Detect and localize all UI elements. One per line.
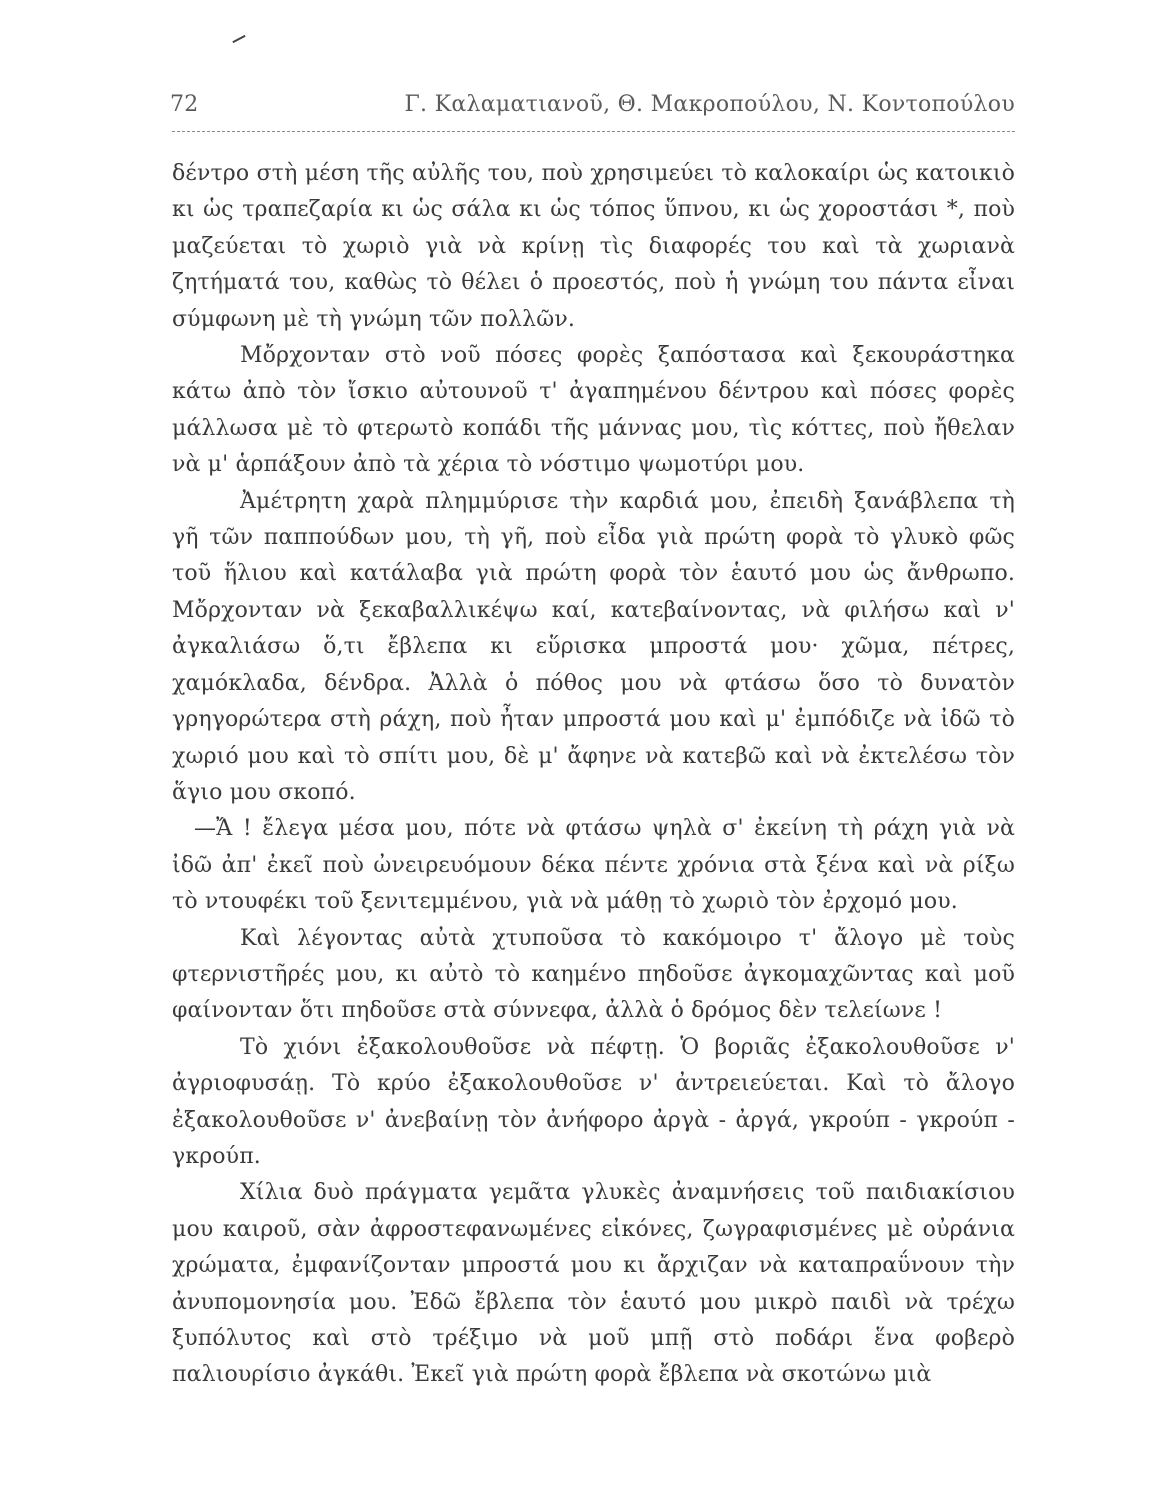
paragraph: Ἀμέτρητη χαρὰ πλημμύρισε τὴν καρδιά μου, ἐπειδὴ ξανάβλεπα τὴ γῆ τῶν παππούδων μου, τὴ γῆ, ποὺ εἶδα γιὰ πρώτη φορὰ τὸ γλυκὸ φῶς τοῦ ἥλιου καὶ κατάλαβα γιὰ πρώτη φορὰ τὸν ἑαυτό μου ὡς ἄνθρωπο. Μὄρχονταν νὰ ξεκαβαλλικέψω καί, κατεβαίνοντας, νὰ φιλήσω καὶ ν' ἀγκαλιάσω ὅ,τι ἔβλεπα κι εὕρισκα μπροστά μου· χῶμα, πέτρες, χαμόκλαδα, δένδρα. Ἀλλὰ ὁ πόθος μου νὰ φτάσω ὅσο τὸ δυνατὸν γρηγορώτερα στὴ ράχη, ποὺ ἦταν μπροστά μου καὶ μ' ἐμπόδιζε νὰ ἰδῶ τὸ χωριό μου καὶ τὸ σπίτι μου, δὲ μ' ἄφηνε νὰ κατεβῶ καὶ νὰ ἐκτελέσω τὸν ἅγιο μου σκοπό. [172, 488, 1015, 805]
paragraph: δέντρο στὴ μέση τῆς αὐλῆς του, ποὺ χρησιμεύει τὸ καλοκαίρι ὡς κατοικιὸ κι ὡς τραπεζαρία κι ὡς σάλα κι ὡς τόπος ὕπνου, κι ὡς χοροστάσι *, ποὺ μαζεύεται τὸ χωριὸ γιὰ νὰ κρίνῃ τὶς διαφορές του καὶ τὰ χωριανὰ ζητήματά του, καθὼς τὸ θέλει ὁ προεστός, ποὺ ἡ γνώμη του πάντα εἶναι σύμφωνη μὲ τὴ γνώμη τῶν πολλῶν. [172, 161, 1015, 332]
running-title: Γ. Καλαματιανοῦ, Θ. Μακροπούλου, Ν. Κοντοπούλου [404, 92, 1015, 117]
page-header [170, 92, 1015, 132]
paragraph: —Ἄ ! ἔλεγα μέσα μου, πότε νὰ φτάσω ψηλὰ σ' ἐκείνη τὴ ράχη γιὰ νὰ ἰδῶ ἀπ' ἐκεῖ ποὺ ὠνειρευόμουν δέκα πέντε χρόνια στὰ ξένα καὶ νὰ ρίξω τὸ ντουφέκι τοῦ ξενιτεμμένου, γιὰ νὰ μάθῃ τὸ χωριὸ τὸν ἐρχομό μου. [172, 816, 1015, 915]
header-rule [172, 131, 1015, 132]
paragraph: Τὸ χιόνι ἐξακολουθοῦσε νὰ πέφτῃ. Ὁ βοριᾶς ἐξακολουθοῦσε ν' ἀγριοφυσάῃ. Τὸ κρύο ἐξακολουθοῦσε ν' ἀντρειεύεται. Καὶ τὸ ἄλογο ἐξακολουθοῦσε ν' ἀνεβαίνῃ τὸν ἀνήφορο ἀργὰ - ἀργά, γκρούπ - γκρούπ - γκρούπ. [172, 1034, 1015, 1169]
body-text [172, 156, 1015, 1394]
pen-mark [232, 35, 245, 43]
paragraph: Μὄρχονταν στὸ νοῦ πόσες φορὲς ξαπόστασα καὶ ξεκουράστηκα κάτω ἀπὸ τὸν ἴσκιο αὐτουνοῦ τ' ἀγαπημένου δέντρου καὶ πόσες φορὲς μάλλωσα μὲ τὸ φτερωτὸ κοπάδι τῆς μάννας μου, τὶς κόττες, ποὺ ἤθελαν νὰ μ' ἁρπάξουν ἀπὸ τὰ χέρια τὸ νόστιμο ψωμοτύρι μου. [172, 343, 1015, 478]
paragraph: Χίλια δυὸ πράγματα γεμᾶτα γλυκὲς ἀναμνήσεις τοῦ παιδιακίσιου μου καιροῦ, σὰν ἀφροστεφανωμένες εἰκόνες, ζωγραφισμένες μὲ οὐράνια χρώματα, ἐμφανίζονταν μπροστά μου κι ἄρχιζαν νὰ καταπραΰνουν τὴν ἀνυπομονησία μου. Ἐδῶ ἔβλεπα τὸν ἑαυτό μου μικρὸ παιδὶ νὰ τρέχω ξυπόλυτος καὶ στὸ τρέξιμο νὰ μοῦ μπῇ στὸ ποδάρι ἕνα φοβερὸ παλιουρίσιο ἀγκάθι. Ἐκεῖ γιὰ πρώτη φορὰ ἔβλεπα νὰ σκοτώνω μιὰ [172, 1180, 1015, 1388]
paragraph: Καὶ λέγοντας αὐτὰ χτυποῦσα τὸ κακόμοιρο τ' ἄλογο μὲ τοὺς φτερνιστῆρές μου, κι αὐτὸ τὸ καημένο πηδοῦσε ἀγκομαχῶντας καὶ μοῦ φαίνονταν ὅτι πηδοῦσε στὰ σύννεφα, ἀλλὰ ὁ δρόμος δὲν τελείωνε ! [172, 925, 1015, 1024]
page-number: 72 [170, 92, 199, 117]
